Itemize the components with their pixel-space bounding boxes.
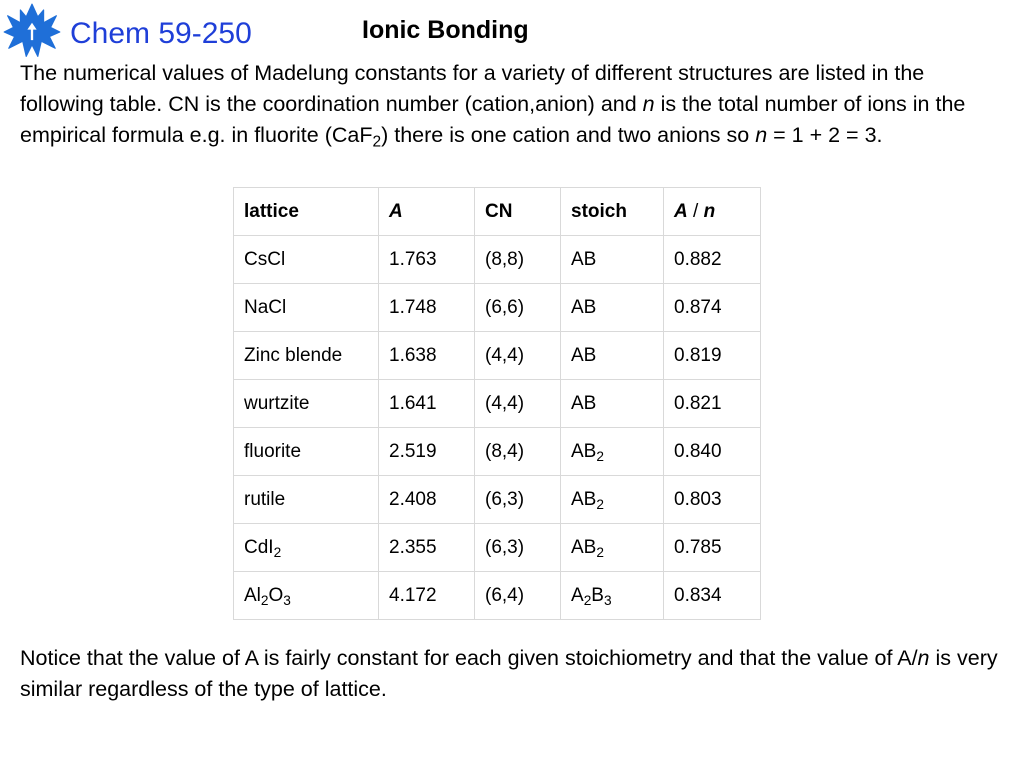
cell-a: 2.355 xyxy=(379,524,475,572)
cell-ratio: 0.821 xyxy=(664,380,761,428)
cell-ratio: 0.882 xyxy=(664,236,761,284)
cell-stoich xyxy=(561,380,664,428)
cell-cn: (6,3) xyxy=(475,476,561,524)
formula-text: wurtzite xyxy=(244,392,310,414)
formula-text: rutile xyxy=(244,488,286,510)
course-title: Chem 59-250 xyxy=(70,17,252,50)
subscript: 2 xyxy=(596,544,604,560)
slide-title: Ionic Bonding xyxy=(362,16,529,44)
cell-a: 1.763 xyxy=(379,236,475,284)
intro-text-2: is the total number of ions in the empirical formula e.g. in fluorite (CaF xyxy=(20,92,966,147)
formula-text: AB xyxy=(571,536,597,558)
table-header-row xyxy=(234,188,761,236)
formula-text: CdI xyxy=(244,536,274,558)
subscript: 2 xyxy=(260,592,269,608)
cell-stoich xyxy=(561,572,664,620)
header-lattice: lattice xyxy=(234,188,379,236)
cell-lattice xyxy=(234,380,379,428)
cell-cn: (8,4) xyxy=(475,428,561,476)
outro-text-1: Notice that the value of A is fairly constant for each given stoichiometry and that the value of A/ xyxy=(20,646,918,670)
formula-text: fluorite xyxy=(244,440,302,462)
madelung-table xyxy=(233,187,761,620)
table-row xyxy=(234,332,761,380)
cell-stoich xyxy=(561,476,664,524)
cell-lattice xyxy=(234,572,379,620)
header-a-over-n xyxy=(664,188,761,236)
cell-ratio: 0.803 xyxy=(664,476,761,524)
n-symbol: n xyxy=(917,646,930,670)
header-stoich: stoich xyxy=(561,188,664,236)
intro-paragraph xyxy=(20,58,1010,151)
table-body xyxy=(234,236,761,620)
cell-a: 2.408 xyxy=(379,476,475,524)
formula-text: AB xyxy=(571,296,597,318)
table-row xyxy=(234,284,761,332)
formula-text: Zinc blende xyxy=(244,344,343,366)
cell-a: 2.519 xyxy=(379,428,475,476)
cell-cn: (6,6) xyxy=(475,284,561,332)
cell-a: 1.641 xyxy=(379,380,475,428)
formula-text: Al xyxy=(244,584,261,606)
a-symbol: A xyxy=(674,200,688,222)
subscript: 3 xyxy=(603,592,612,608)
cell-ratio: 0.834 xyxy=(664,572,761,620)
formula-text: AB xyxy=(571,248,597,270)
cell-a: 4.172 xyxy=(379,572,475,620)
table-row xyxy=(234,380,761,428)
cell-lattice xyxy=(234,476,379,524)
subscript: 3 xyxy=(283,592,291,608)
cell-ratio: 0.819 xyxy=(664,332,761,380)
cell-stoich xyxy=(561,524,664,572)
conclusion-paragraph xyxy=(20,643,1010,705)
formula-text: AB xyxy=(571,440,597,462)
cell-stoich xyxy=(561,332,664,380)
formula-text: NaCl xyxy=(244,296,287,318)
cell-a: 1.748 xyxy=(379,284,475,332)
table-row xyxy=(234,524,761,572)
header-a xyxy=(379,188,475,236)
formula-text: AB xyxy=(571,344,597,366)
intro-text-4: = 1 + 2 = 3. xyxy=(767,123,883,147)
formula-text: AB xyxy=(571,488,597,510)
a-symbol: A xyxy=(389,200,403,222)
maple-leaf-icon xyxy=(3,3,61,61)
subscript: 2 xyxy=(596,448,604,464)
formula-text: CsCl xyxy=(244,248,286,270)
intro-text-3: ) there is one cation and two anions so xyxy=(381,123,756,147)
cell-lattice xyxy=(234,428,379,476)
cell-stoich xyxy=(561,428,664,476)
cell-lattice xyxy=(234,236,379,284)
intro-text-1: The numerical values of Madelung constants for a variety of different structures are listed in the following table. CN is the coordination number (cation,anion) and xyxy=(20,61,925,116)
subscript: 2 xyxy=(583,592,592,608)
table-row xyxy=(234,572,761,620)
formula-text: B xyxy=(591,584,604,606)
subscript: 2 xyxy=(372,133,382,151)
ratio-separator: / xyxy=(687,200,704,222)
cell-stoich xyxy=(561,236,664,284)
n-symbol: n xyxy=(755,123,768,147)
cell-lattice xyxy=(234,332,379,380)
subscript: 2 xyxy=(596,496,604,512)
formula-text: A xyxy=(571,584,584,606)
table-row xyxy=(234,236,761,284)
formula-text: O xyxy=(268,584,284,606)
cell-cn: (4,4) xyxy=(475,332,561,380)
formula-text: AB xyxy=(571,392,597,414)
cell-lattice xyxy=(234,524,379,572)
outro-text-2: is very similar regardless of the type of lattice. xyxy=(20,646,998,701)
cell-ratio: 0.874 xyxy=(664,284,761,332)
n-symbol: n xyxy=(703,200,716,222)
cell-cn: (6,4) xyxy=(475,572,561,620)
table-row xyxy=(234,476,761,524)
cell-ratio: 0.840 xyxy=(664,428,761,476)
cell-cn: (6,3) xyxy=(475,524,561,572)
cell-cn: (4,4) xyxy=(475,380,561,428)
header-cn: CN xyxy=(475,188,561,236)
table-row xyxy=(234,428,761,476)
cell-cn: (8,8) xyxy=(475,236,561,284)
cell-stoich xyxy=(561,284,664,332)
cell-lattice xyxy=(234,284,379,332)
cell-ratio: 0.785 xyxy=(664,524,761,572)
cell-a: 1.638 xyxy=(379,332,475,380)
n-symbol: n xyxy=(642,92,655,116)
subscript: 2 xyxy=(273,544,282,560)
